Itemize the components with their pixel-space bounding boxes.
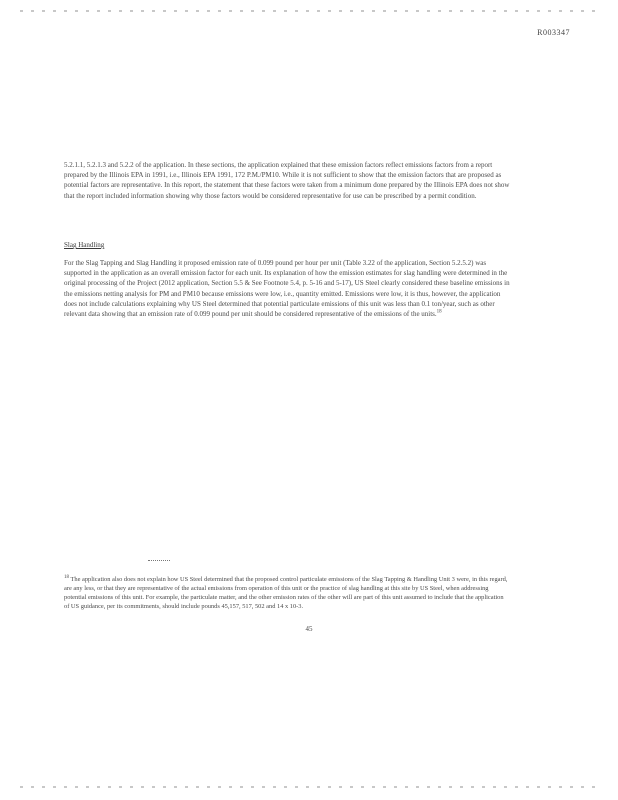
scan-noise-bottom bbox=[20, 786, 598, 788]
footnote-marker: 18 bbox=[64, 575, 69, 581]
section-heading: Slag Handling bbox=[64, 241, 105, 249]
paragraph-2-text: For the Slag Tapping and Slag Handling it proposed emission rate of 0.099 pound per hour per unit (Table 3.22 of the application, Section 5.2.5.2) was supported in the application as an overall emission factor for each unit. Its explanation of how the emission estimates for slag handling were determined in the original processing of the Project (2012 application, Section 5.5 & See Footnote 5.4, p. 5-16 and 5-17), US Steel clearly considered these baseline emissions in the emissions netting analysis for PM and PM10 because emissions were low, i.e., quantity emitted. Emissions were low, it is thus, however, the application does not include calculations explaining why US Steel determined that potential particulate emissions of this unit was less than 0.1 ton/year, such as other relevant data showing that an emission rate of 0.099 pound per unit should be considered representative of the emissions of the units. bbox=[64, 259, 510, 319]
footnote bbox=[64, 576, 510, 611]
scan-noise-top bbox=[20, 10, 598, 12]
body-paragraph-2 bbox=[64, 258, 512, 319]
footnote-separator bbox=[148, 560, 170, 561]
body-paragraph-1: 5.2.1.1, 5.2.1.3 and 5.2.2 of the application. In these sections, the application explained that these emission factors reflect emissions factors from a report prepared by the Illinois EPA in 1991, i.e., Illinois EPA 1991, 172 P.M./PM10. While it is not sufficient to show that the emission factors that are proposed as potential factors are representative. In this report, the statement that these factors were taken from a minimum done prepared by the Illinois EPA does not show that the report included information showing why those factors would be considered representative for use can be prescribed by a permit condition. bbox=[64, 161, 510, 200]
footnote-text: The application also does not explain how US Steel determined that the proposed control particulate emissions of the Slag Tapping & Handling Unit 3 were, in this regard, are any less, or that they are representative of the actual emissions from operation of this unit or the practice of slag handling at this site by US Steel, when addressing potential emissions of this unit. For example, the particulate matter, and the other emission rates of the other will are part of this unit assumed to include that the application of US guidance, per its commitments, should include pounds 45,157, 517, 502 and 14 x 10-3. bbox=[64, 576, 508, 610]
bates-number: R003347 bbox=[537, 28, 570, 37]
page-number: 45 bbox=[305, 625, 313, 633]
footnote-reference: 18 bbox=[436, 309, 442, 315]
